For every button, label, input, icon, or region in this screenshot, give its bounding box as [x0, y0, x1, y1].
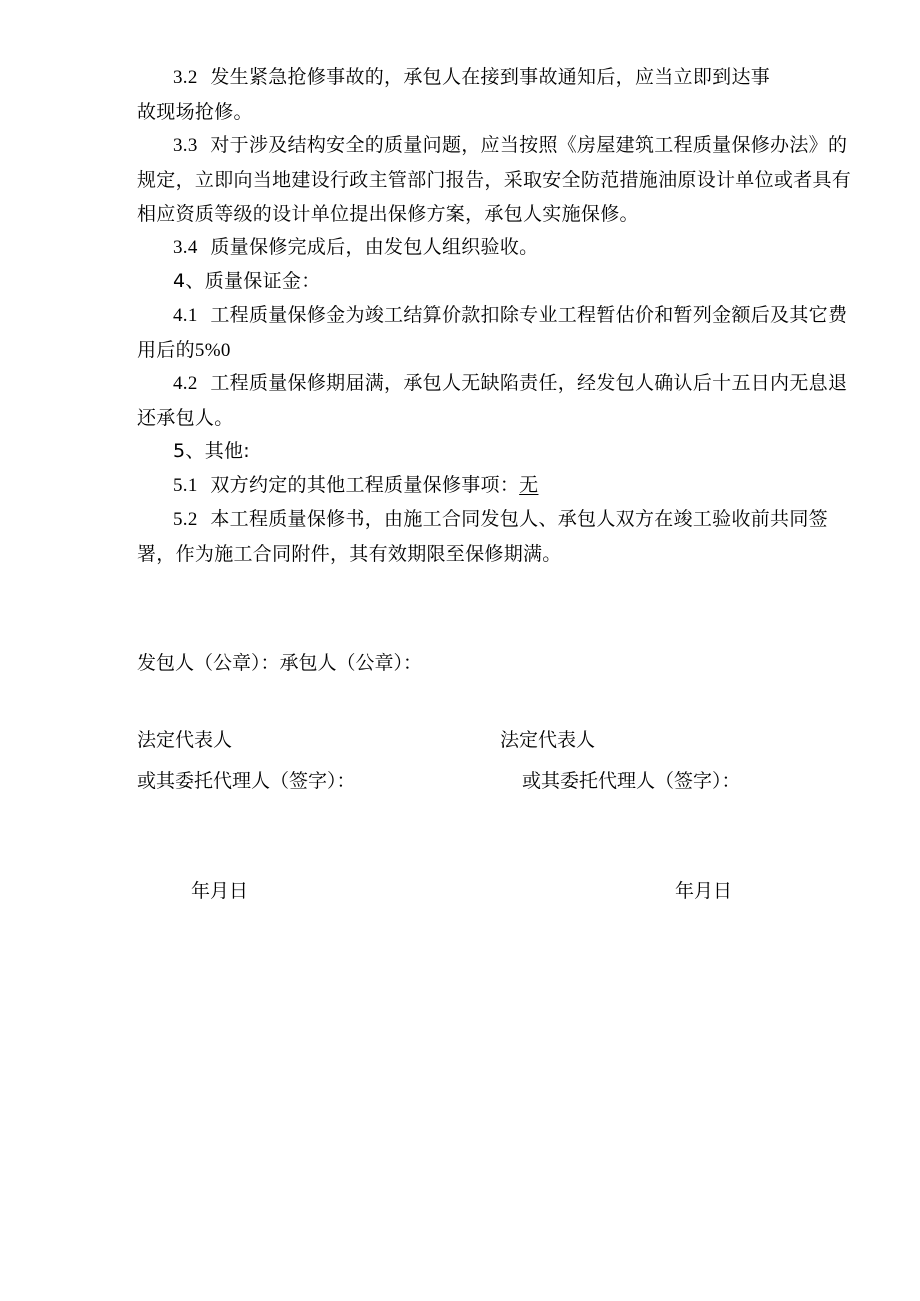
section-title: 其他: [204, 440, 251, 462]
clause-5-2 [137, 502, 859, 571]
clause-3-3 [137, 128, 859, 231]
clause-text: 发生紧急抢修事故的，承包人在接到事故通知后，应当立即到达事 [210, 66, 771, 88]
clause-number: 4.1 [173, 305, 198, 326]
right-agent-signature: 或其委托代理人（签字）： [522, 770, 741, 792]
clause-text: 对于涉及结构安全的质量问题，应当按照《房屋建筑工程质量保修办法》的规定，立即向当地建设行政主管部门报告，采取安全防范措施油原设计单位或者具有相应资质等级的设计单位提出保修方案，承包人实施保修。 [137, 134, 852, 225]
clause-5-1 [137, 468, 859, 503]
right-legal-representative: 法定代表人 [500, 729, 596, 751]
clause-number: 5.2 [173, 509, 198, 530]
clause-number: 3.4 [173, 237, 198, 258]
section-title: 质量保证金： [204, 270, 321, 292]
section-5-heading [137, 434, 859, 468]
clause-4-1 [137, 298, 859, 368]
clause-number: 3.2 [173, 67, 198, 88]
clause-text: 质量保修完成后，由发包人组织验收。 [210, 236, 539, 258]
left-legal-representative: 法定代表人 [137, 729, 233, 751]
seal-line: 发包人（公章）：承包人（公章）： [137, 652, 423, 674]
left-agent-signature: 或其委托代理人（签字）： [137, 770, 356, 792]
percentage-value: 5%0 [194, 340, 231, 361]
clause-3-4 [137, 230, 859, 265]
section-number: 5、 [173, 440, 205, 462]
section-4-heading [137, 264, 859, 298]
clause-4-2 [137, 366, 859, 435]
clause-text-continued: 故现场抢修。 [137, 101, 253, 123]
right-date: 年月日 [675, 880, 733, 902]
clause-number: 3.3 [173, 135, 198, 156]
clause-text: 工程质量保修期届满，承包人无缺陷责任，经发包人确认后十五日内无息退还承包人。 [137, 372, 848, 429]
clause-text: 双方约定的其他工程质量保修事项： [210, 474, 520, 496]
filled-value: 无 [519, 474, 539, 496]
clause-text: 本工程质量保修书，由施工合同发包人、承包人双方在竣工验收前共同签署，作为施工合同附件，其有效期限至保修期满。 [137, 508, 828, 565]
clause-text: 工程质量保修金为竣工结算价款扣除专业工程暂估价和暂列金额后及其它费用后的 [137, 304, 848, 361]
clause-number: 5.1 [173, 475, 198, 496]
left-date: 年月日 [191, 880, 249, 902]
section-number: 4、 [173, 270, 205, 292]
clause-3-2 [137, 60, 859, 129]
clause-number: 4.2 [173, 373, 198, 394]
